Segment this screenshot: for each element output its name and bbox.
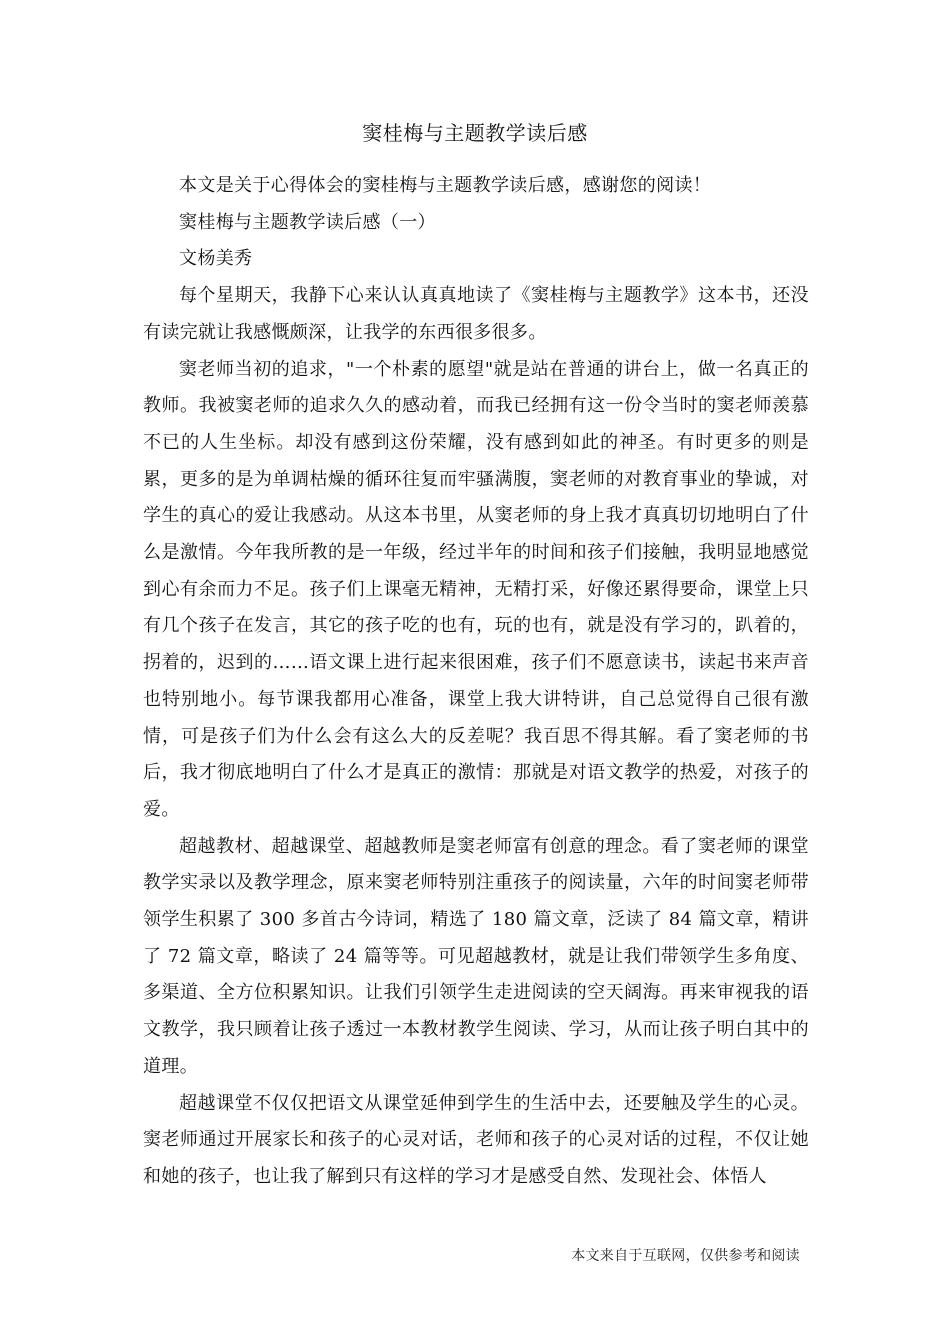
document-title: 窦桂梅与主题教学读后感 [362, 121, 588, 145]
author-line: 文杨美秀 [179, 248, 253, 270]
document-body [143, 168, 809, 1196]
body-paragraph: 窦老师当初的追求，"一个朴素的愿望"就是站在普通的讲台上，做一名真正的教师。我被窦老师的追求久久的感动着，而我已经拥有这一份令当时的窦老师羡慕不已的人生坐标。却没有感到这份荣耀，没有感到如此的神圣。有时更多的则是累，更多的是为单调枯燥的循环往复而牢骚满腹，窦老师的对教育事业的挚诚，对学生的真心的爱让我感动。从这本书里，从窦老师的身上我才真真切切地明白了什么是激情。今年我所教的是一年级，经过半年的时间和孩子们接触，我明显地感觉到心有余而力不足。孩子们上课毫无精神，无精打采，好像还累得要命，课堂上只有几个孩子在发言，其它的孩子吃的也有，玩的也有，就是没有学习的，趴着的，拐着的，迟到的……语文课上进行起来很困难，孩子们不愿意读书，读起书来声音也特别地小。每节课我都用心准备，课堂上我大讲特讲，自己总觉得自己很有激情，可是孩子们为什么会有这么大的反差呢？我百思不得其解。看了窦老师的书后，我才彻底地明白了什么才是真正的激情：那就是对语文教学的热爱，对孩子的爱。 [143, 358, 809, 820]
body-paragraph: 超越课堂不仅仅把语文从课堂延伸到学生的生活中去，还要触及学生的心灵。窦老师通过开展家长和孩子的心灵对话，老师和孩子的心灵对话的过程，不仅让她和她的孩子，也让我了解到只有这样的学习才是感受自然、发现社会、体悟人 [143, 1092, 809, 1187]
intro-paragraph: 本文是关于心得体会的窦桂梅与主题教学读后感，感谢您的阅读！ [179, 175, 712, 196]
body-paragraph: 每个星期天，我静下心来认认真真地读了《窦桂梅与主题教学》这本书，还没有读完就让我感慨颇深，让我学的东西很多很多。 [143, 285, 809, 343]
body-paragraph: 超越教材、超越课堂、超越教师是窦老师富有创意的理念。看了窦老师的课堂教学实录以及教学理念，原来窦老师特别注重孩子的阅读量，六年的时间窦老师带领学生积累了 300 多首古今诗词，精选了 180 篇文章，泛读了 84 篇文章，精讲了 72 篇文章，略读了 24 篇等等。可见超越教材，就是让我们带领学生多角度、多渠道、全方位积累知识。让我们引领学生走进阅读的空天阔海。再来审视我的语文教学，我只顾着让孩子透过一本教材教学生阅读、学习，从而让孩子明白其中的道理。 [143, 835, 809, 1077]
page-footer: 本文来自于互联网，仅供参考和阅读 [571, 1248, 800, 1264]
section-heading: 窦桂梅与主题教学读后感（一） [179, 211, 436, 233]
